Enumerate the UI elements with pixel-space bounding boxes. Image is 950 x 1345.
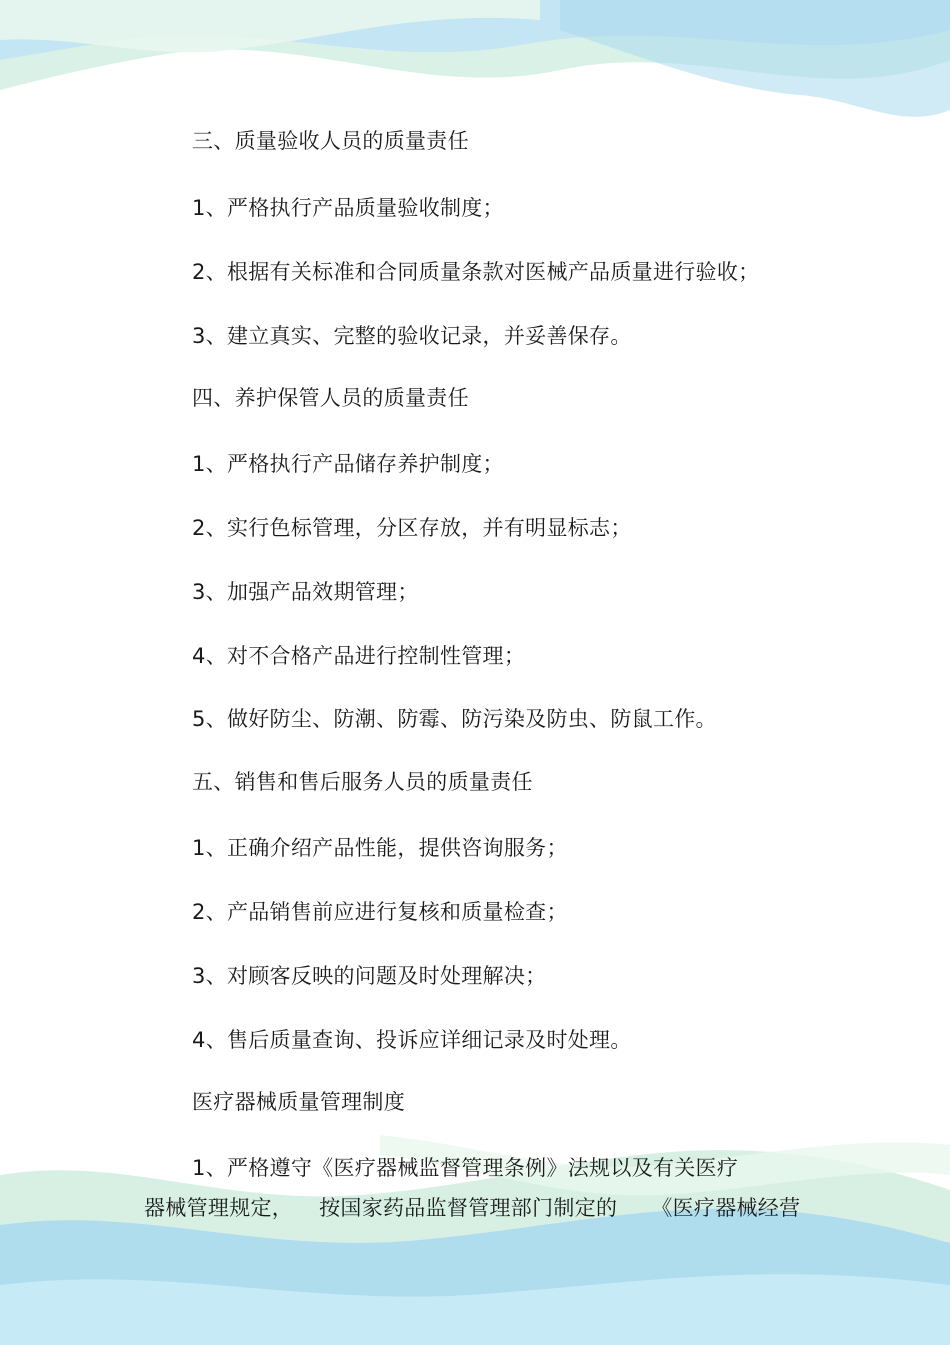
list-item: 1、正确介绍产品性能，提供咨询服务； xyxy=(192,836,568,860)
paragraph-continuation xyxy=(144,1194,800,1222)
list-item: 1、严格执行产品储存养护制度； xyxy=(192,452,504,476)
list-item: 2、产品销售前应进行复核和质量检查； xyxy=(192,900,568,924)
list-item: 3、对顾客反映的问题及时处理解决； xyxy=(192,964,547,988)
list-item: 5、做好防尘、防潮、防霉、防污染及防虫、防鼠工作。 xyxy=(192,707,717,731)
continuation-part-2: 按国家药品监督管理部门制定的 xyxy=(319,1196,618,1220)
list-item: 1、严格遵守《医疗器械监督管理条例》法规以及有关医疗 xyxy=(192,1156,739,1180)
continuation-part-3: 《医疗器械经营 xyxy=(651,1196,801,1220)
list-item: 3、建立真实、完整的验收记录，并妥善保存。 xyxy=(192,324,632,348)
list-item: 4、售后质量查询、投诉应详细记录及时处理。 xyxy=(192,1028,632,1052)
list-item: 2、根据有关标准和合同质量条款对医械产品质量进行验收； xyxy=(192,260,760,284)
list-item: 3、加强产品效期管理； xyxy=(192,580,419,604)
list-item: 2、实行色标管理，分区存放，并有明显标志； xyxy=(192,516,632,540)
section-heading-acceptance: 三、质量验收人员的质量责任 xyxy=(192,129,469,153)
section-heading-storage: 四、养护保管人员的质量责任 xyxy=(192,386,469,410)
list-item: 1、严格执行产品质量验收制度； xyxy=(192,196,504,220)
continuation-part-1: 器械管理规定， xyxy=(144,1196,294,1220)
section-heading-quality-system: 医疗器械质量管理制度 xyxy=(192,1090,405,1114)
list-item: 4、对不合格产品进行控制性管理； xyxy=(192,644,526,668)
section-heading-sales: 五、销售和售后服务人员的质量责任 xyxy=(192,770,533,794)
